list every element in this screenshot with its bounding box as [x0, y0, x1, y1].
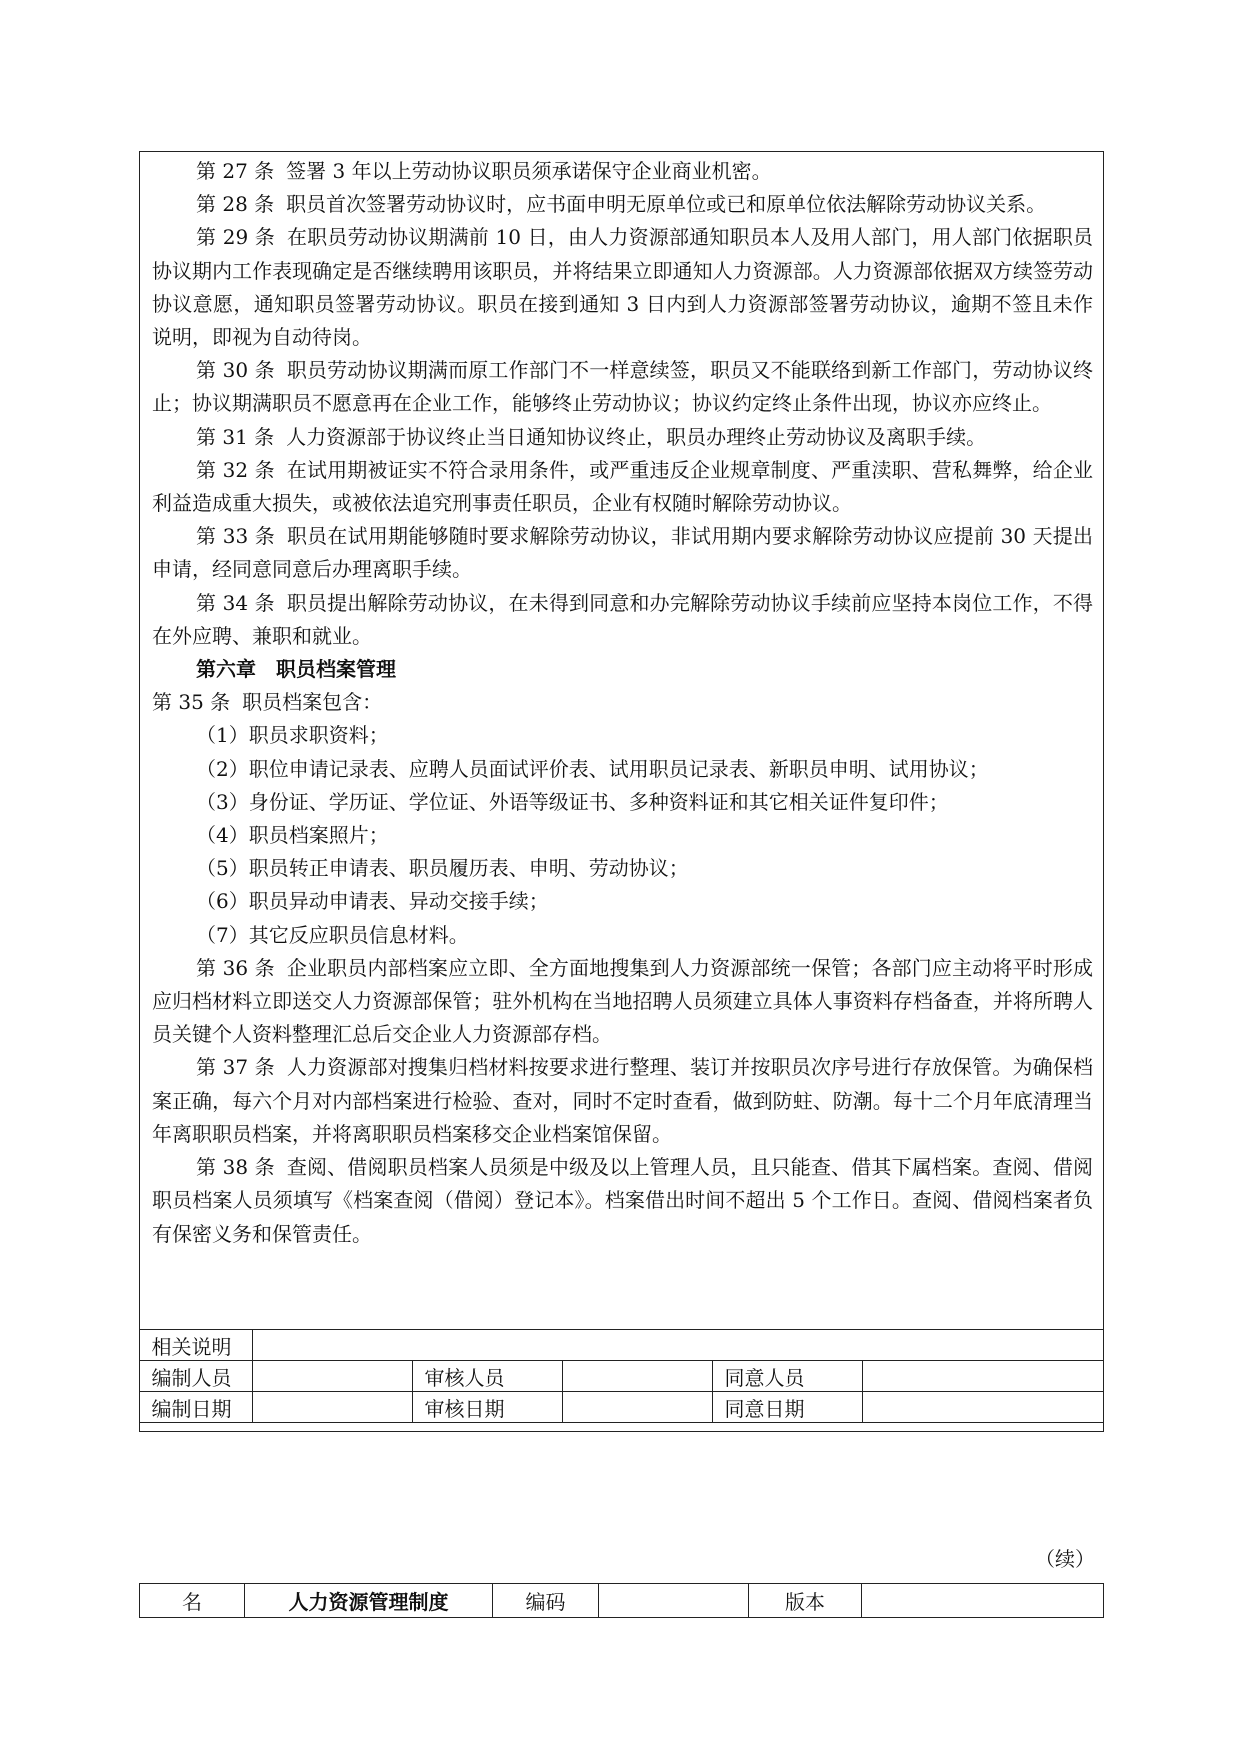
article-text: （2）职位申请记录表、应聘人员面试评价表、试用职员记录表、新职员申明、试用协议； — [196, 756, 989, 781]
approval-row-related — [139, 1330, 1103, 1361]
document-body-box — [139, 151, 1104, 1432]
article-text: 人力资源部于协议终止当日通知协议终止，职员办理终止劳动协议及离职手续。 — [286, 424, 987, 449]
article-text: 在职员劳动协议期满前 10 日，由人力资源部通知职员本人及用人部门，用人部门依据职员协议期内工作表现确定是否继续聘用该职员，并将结果立即通知人力资源部。人力资源部依据双方续签劳动协议意愿，通知职员签署劳动协议。职员在接到通知 3 日内到人力资源部签署劳动协议，逾期不签且未作说明，即视为自动待岗。 — [152, 225, 1093, 350]
article-number: 第 34 条 — [196, 590, 275, 615]
approval-row-dates — [139, 1392, 1103, 1423]
list-item — [152, 852, 1093, 885]
article-text: （6）职员异动申请表、异动交接手续； — [196, 889, 549, 914]
article-text: 职员档案包含： — [242, 690, 383, 715]
approver-label: 同意人员 — [712, 1361, 862, 1392]
article-text: 职员首次签署劳动协议时，应书面申明无原单位或已和原单位依法解除劳动协议关系。 — [286, 192, 1047, 217]
article-paragraph — [152, 587, 1093, 653]
article-text: （7）其它反应职员信息材料。 — [196, 922, 469, 947]
chapter-number: 第六章 — [196, 657, 256, 682]
list-item — [152, 819, 1093, 852]
review-date-value — [562, 1392, 712, 1423]
approval-row-people — [139, 1361, 1103, 1392]
related-value — [252, 1330, 1103, 1361]
chapter-title: 职员档案管理 — [276, 657, 396, 682]
article-paragraph — [152, 421, 1093, 454]
document-content — [140, 152, 1103, 1330]
article-number: 第 35 条 — [152, 690, 231, 715]
list-item — [152, 885, 1093, 918]
article-paragraph — [152, 1151, 1093, 1251]
article-paragraph — [152, 520, 1093, 586]
article-text: （5）职员转正申请表、职员履历表、申明、劳动协议； — [196, 856, 689, 881]
code-label: 编码 — [493, 1584, 599, 1618]
article-paragraph — [152, 1051, 1093, 1151]
edit-date-value — [252, 1392, 412, 1423]
article-text: 企业职员内部档案应立即、全方面地搜集到人力资源部统一保管；各部门应主动将平时形成应归档材料立即送交人力资源部保管；驻外机构在当地招聘人员须建立具体人事资料存档备查，并将所聘人员关键个人资料整理汇总后交企业人力资源部存档。 — [152, 955, 1094, 1047]
article-number: 第 30 条 — [196, 358, 275, 383]
chapter-heading — [152, 653, 1093, 686]
list-item — [152, 719, 1093, 752]
article-text: 职员提出解除劳动协议，在未得到同意和办完解除劳动协议手续前应坚持本岗位工作，不得在外应聘、兼职和就业。 — [152, 590, 1094, 648]
related-label: 相关说明 — [139, 1330, 252, 1361]
article-text: 职员在试用期能够随时要求解除劳动协议，非试用期内要求解除劳动协议应提前 30 天提出申请，经同意同意后办理离职手续。 — [152, 524, 1093, 582]
document-title: 人力资源管理制度 — [245, 1584, 493, 1618]
editor-label: 编制人员 — [139, 1361, 252, 1392]
article-paragraph — [152, 221, 1093, 354]
continued-label: （续） — [1035, 1547, 1095, 1571]
article-number: 第 36 条 — [196, 955, 275, 980]
approval-table — [139, 1329, 1104, 1423]
list-item — [152, 786, 1093, 819]
article-text: （4）职员档案照片； — [196, 823, 389, 848]
editor-value — [252, 1361, 412, 1392]
version-value — [862, 1584, 1104, 1618]
article-paragraph — [152, 354, 1093, 420]
reviewer-value — [562, 1361, 712, 1392]
article-number: 第 37 条 — [196, 1055, 275, 1080]
list-item — [152, 919, 1093, 952]
article-number: 第 27 条 — [196, 159, 275, 183]
code-value — [599, 1584, 749, 1618]
article-paragraph — [152, 454, 1093, 520]
article-paragraph — [152, 686, 1093, 719]
version-label: 版本 — [749, 1584, 862, 1618]
article-text: 职员劳动协议期满而原工作部门不一样意续签，职员又不能联络到新工作部门，劳动协议终止；协议期满职员不愿意再在企业工作，能够终止劳动协议；协议约定终止条件出现，协议亦应终止。 — [152, 358, 1094, 416]
article-number: 第 28 条 — [196, 192, 275, 217]
next-page-header-table — [139, 1583, 1104, 1618]
article-paragraph — [152, 155, 1093, 188]
list-item — [152, 753, 1093, 786]
article-number: 第 29 条 — [196, 225, 275, 250]
article-text: （1）职员求职资料； — [196, 723, 389, 748]
article-text: 在试用期被证实不符合录用条件，或严重违反企业规章制度、严重渎职、营私舞弊，给企业利益造成重大损失，或被依法追究刑事责任职员，企业有权随时解除劳动协议。 — [152, 457, 1094, 516]
article-text: 查阅、借阅职员档案人员须是中级及以上管理人员，且只能查、借其下属档案。查阅、借阅职员档案人员须填写《档案查阅（借阅）登记本》。档案借出时间不超出 5 个工作日。查阅、借阅档案者负有保密义务和保管责任。 — [152, 1155, 1094, 1246]
article-paragraph — [152, 188, 1093, 221]
article-number: 第 31 条 — [196, 424, 275, 449]
approver-value — [862, 1361, 1103, 1392]
article-paragraph — [152, 952, 1093, 1052]
article-text: 人力资源部对搜集归档材料按要求进行整理、装订并按职员次序号进行存放保管。为确保档案正确，每六个月对内部档案进行检验、查对，同时不定时查看，做到防蛀、防潮。每十二个月年底清理当年离职职员档案，并将离职职员档案移交企业档案馆保留。 — [152, 1055, 1094, 1146]
review-date-label: 审核日期 — [412, 1392, 562, 1423]
article-number: 第 38 条 — [196, 1155, 275, 1180]
reviewer-label: 审核人员 — [412, 1361, 562, 1392]
edit-date-label: 编制日期 — [139, 1392, 252, 1423]
article-text: （3）身份证、学历证、学位证、外语等级证书、多种资料证和其它相关证件复印件； — [196, 789, 949, 814]
article-text: 签署 3 年以上劳动协议职员须承诺保守企业商业机密。 — [286, 159, 772, 183]
header-row — [140, 1584, 1104, 1618]
article-number: 第 32 条 — [196, 457, 275, 482]
approve-date-label: 同意日期 — [712, 1392, 862, 1423]
name-label: 名 — [140, 1584, 245, 1618]
article-number: 第 33 条 — [196, 524, 275, 549]
approve-date-value — [862, 1392, 1103, 1423]
